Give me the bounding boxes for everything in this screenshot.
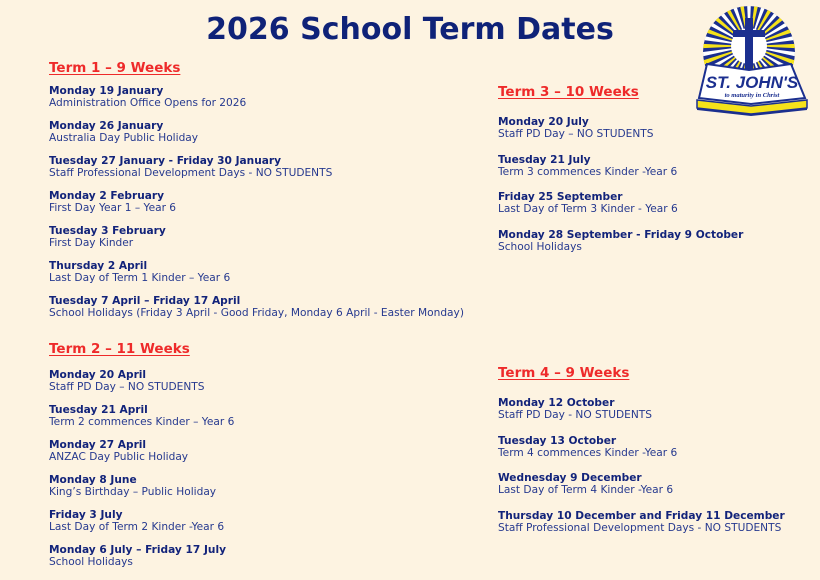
event-item [49,474,234,509]
logo-name: ST. JOHN'S [705,73,799,92]
event-item [498,435,785,473]
term-2-heading: Term 2 – 11 Weeks [49,341,190,357]
logo-motto: to maturity in Christ [724,92,780,99]
event-item [49,260,464,295]
event-date: Wednesday 9 December [498,472,642,484]
school-logo [693,6,811,118]
event-date: Tuesday 7 April – Friday 17 April [49,295,241,307]
term-3-events [498,116,743,266]
event-description: First Day Year 1 – Year 6 [49,202,177,214]
event-date: Monday 19 January [49,85,164,97]
term-1-heading: Term 1 – 9 Weeks [49,60,181,76]
event-item [49,439,234,474]
term-1-events [49,85,464,330]
event-description: Administration Office Opens for 2026 [49,97,247,109]
event-description: Last Day of Term 1 Kinder – Year 6 [49,272,231,284]
term-4-heading: Term 4 – 9 Weeks [498,365,630,381]
event-description: Last Day of Term 2 Kinder -Year 6 [49,521,225,533]
event-item [49,85,464,120]
event-date: Thursday 2 April [49,260,148,272]
event-item [49,225,464,260]
event-date: Monday 26 January [49,120,164,132]
event-description: School Holidays (Friday 3 April - Good Friday, Monday 6 April - Easter Monday) [49,307,464,319]
event-item [498,510,785,548]
event-item [49,190,464,225]
event-description: Last Day of Term 3 Kinder - Year 6 [498,203,678,215]
event-item [49,120,464,155]
event-date: Monday 12 October [498,397,615,409]
event-item [498,191,743,229]
event-date: Tuesday 13 October [498,434,617,447]
event-item [49,295,464,330]
page-title: 2026 School Term Dates [206,12,614,47]
event-description: Staff PD Day – NO STUDENTS [49,381,205,393]
event-date: Monday 6 July – Friday 17 July [49,544,226,556]
event-item [498,116,743,154]
term-2-events [49,369,234,579]
event-item [49,544,234,579]
event-item [498,229,743,267]
event-item [498,154,743,192]
event-date: Monday 27 April [49,439,147,451]
event-description: Staff PD Day - NO STUDENTS [498,409,652,421]
event-description: Staff PD Day – NO STUDENTS [498,128,654,140]
event-description: King’s Birthday – Public Holiday [49,486,217,498]
event-date: Tuesday 3 February [49,225,166,237]
event-description: Staff Professional Development Days - NO STUDENTS [498,521,782,534]
event-description: Term 3 commences Kinder -Year 6 [498,165,678,178]
event-description: Last Day of Term 4 Kinder -Year 6 [498,484,674,496]
event-date: Friday 25 September [498,191,623,203]
event-description: Staff Professional Development Days - NO STUDENTS [49,167,333,179]
event-date: Monday 28 September - Friday 9 October [498,228,744,241]
event-description: School Holidays [49,556,133,568]
event-date: Thursday 10 December and Friday 11 December [498,509,785,522]
event-item [49,155,464,190]
event-description: Term 2 commences Kinder – Year 6 [49,416,235,428]
event-date: Tuesday 21 April [49,404,148,416]
event-item [49,404,234,439]
event-date: Monday 2 February [49,190,165,202]
event-date: Monday 8 June [49,474,137,486]
event-description: First Day Kinder [49,237,134,249]
event-item [49,509,234,544]
event-description: Term 4 commences Kinder -Year 6 [498,446,678,459]
event-description: School Holidays [498,240,582,253]
term-3-heading: Term 3 – 10 Weeks [498,84,639,100]
event-date: Tuesday 27 January - Friday 30 January [49,155,282,167]
term-4-events [498,397,785,547]
event-description: Australia Day Public Holiday [49,132,199,144]
event-item [498,397,785,435]
event-item [49,369,234,404]
event-date: Tuesday 21 July [498,153,591,166]
event-date: Friday 3 July [49,509,123,521]
event-item [498,472,785,510]
event-date: Monday 20 April [49,369,147,381]
event-description: ANZAC Day Public Holiday [49,451,189,463]
event-date: Monday 20 July [498,116,589,128]
